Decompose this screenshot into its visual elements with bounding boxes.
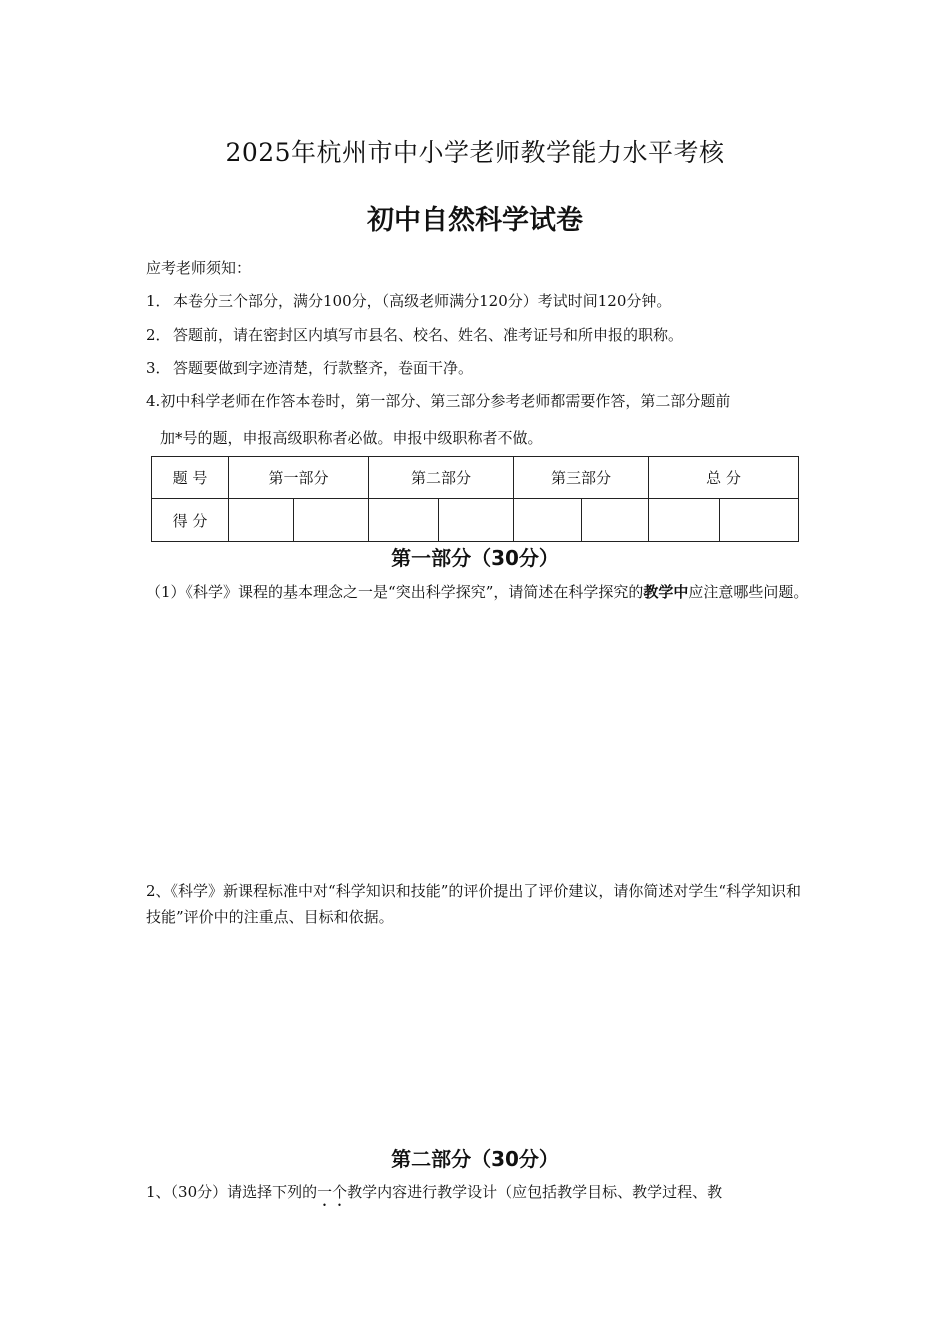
notice-item-number: 2． [146,326,171,344]
notice-item-text: 初中科学老师在作答本卷时，第一部分、第三部分参考老师都需要作答，第二部分题前 [160,392,731,410]
part2-question-1 [146,1179,811,1210]
score-cell[interactable] [649,499,720,542]
notice-item-1 [146,290,671,311]
column-part3: 第三部分 [514,457,649,499]
notice-item-2 [146,324,683,345]
part1-question-2: 2、《科学》新课程标准中对“科学知识和技能”的评价提出了评价建议，请你简述对学生“科学知识和技能”评价中的注重点、目标和依据。 [146,882,802,926]
notice-item-number: 4. [146,392,161,410]
score-cell[interactable] [229,499,294,542]
notice-item-4-continued: 加*号的题，申报高级职称者必做。申报中级职称者不做。 [160,429,543,447]
question-emphasis: 一个 [317,1183,348,1201]
score-cell[interactable] [439,499,514,542]
notice-item-number: 1． [146,292,171,310]
question-text: 应注意哪些问题。 [688,583,809,601]
score-cell[interactable] [369,499,439,542]
part1-title: 第一部分（30分） [391,546,559,570]
notice-item-number: 3． [146,359,171,377]
exam-subtitle: 初中自然科学试卷 [367,205,583,236]
score-cell[interactable] [514,499,582,542]
notice-item-text: 答题前，请在密封区内填写市县名、校名、姓名、准考证号和所申报的职称。 [173,326,684,344]
exam-title: 2025年杭州市中小学老师教学能力水平考核 [225,138,725,167]
notice-item-3 [146,357,473,378]
column-part2: 第二部分 [369,457,514,499]
score-table [151,456,799,542]
score-cell[interactable] [294,499,369,542]
header-label-cell: 题 号 [152,457,229,499]
part2-title: 第二部分（30分） [391,1147,559,1171]
question-text: 1、（30分）请选择下列的 [146,1183,318,1201]
question-text: 教学内容进行教学设计（应包括教学目标、教学过程、教 [347,1183,723,1201]
notice-item-text: 本卷分三个部分，满分100分，（高级老师满分120分）考试时间120分钟。 [173,292,672,310]
score-table-score-row [152,499,799,542]
part1-question-1 [146,579,811,605]
question-emphasis: 教学中 [643,583,689,601]
notice-heading: 应考老师须知： [146,259,252,277]
score-cell[interactable] [720,499,799,542]
column-total: 总 分 [649,457,799,499]
column-part1: 第一部分 [229,457,369,499]
notice-item-4 [146,390,730,411]
score-table-header-row [152,457,799,499]
score-label-cell: 得 分 [152,499,229,542]
question-text: （1）《科学》课程的基本理念之一是“突出科学探究”，请简述在科学探究的 [146,583,644,601]
score-cell[interactable] [582,499,649,542]
notice-item-text: 答题要做到字迹清楚，行款整齐，卷面干净。 [173,359,474,377]
